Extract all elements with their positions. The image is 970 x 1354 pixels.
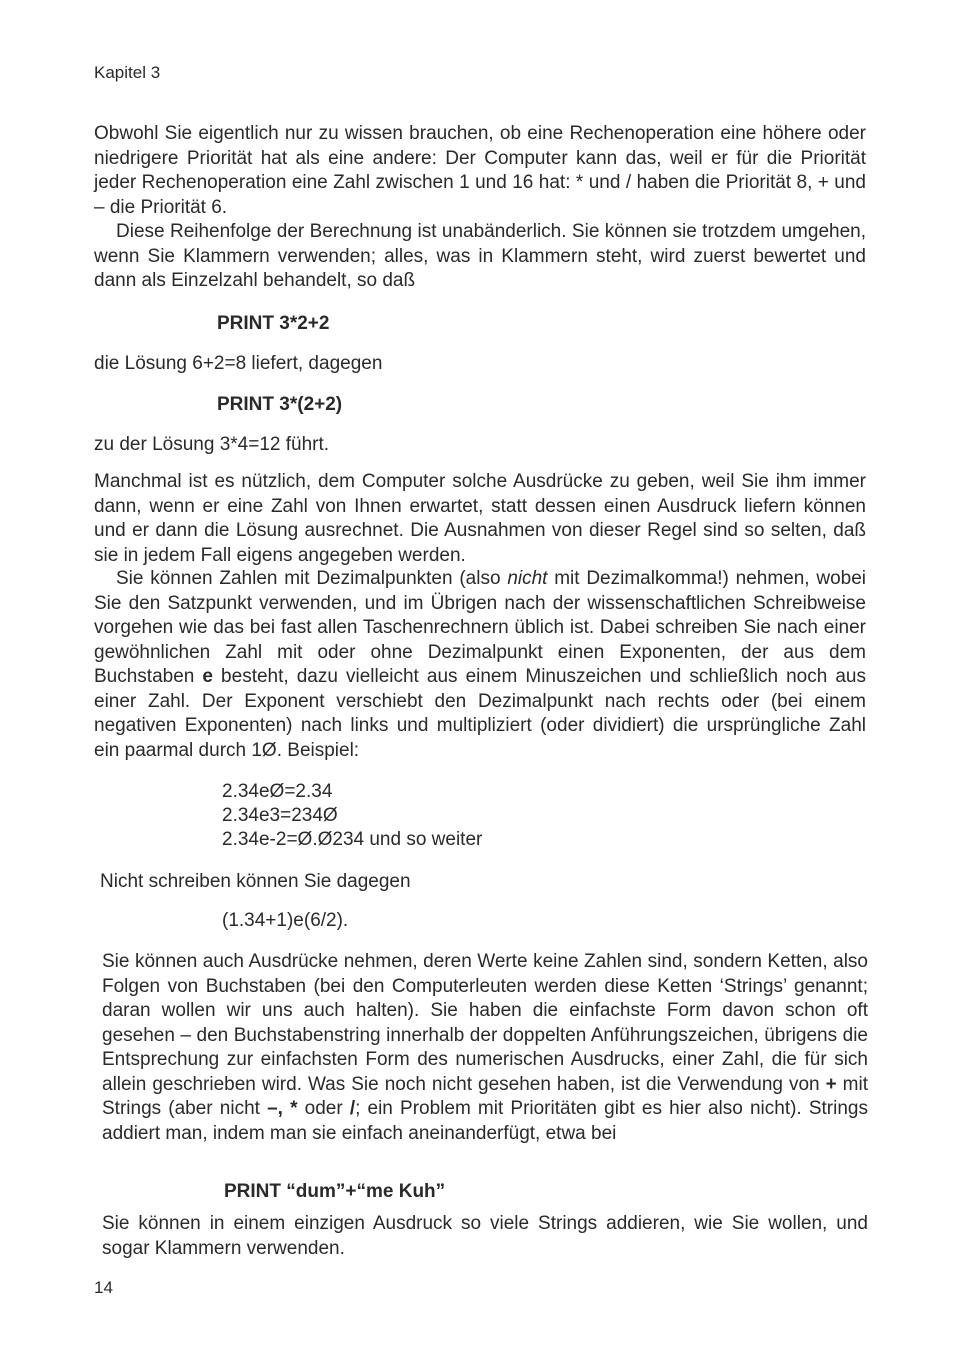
emphasis-nicht: nicht xyxy=(507,568,548,589)
example-line-3: 2.34e-2=Ø.Ø234 und so weiter xyxy=(222,829,483,850)
text-segment: Sie können Zahlen mit Dezimalpunkten (also xyxy=(116,568,508,589)
paragraph-expressions: Manchmal ist es nützlich, dem Computer solche Ausdrücke zu geben, weil Sie ihm immer dann, wenn er eine Zahl von Ihnen erwartet, statt dessen einen Ausdruck liefern können und er dann die Lösung ausrechnet. Die Ausnahmen von dieser Regel sind so selten, daß sie in jedem Fall eigens angegeben werden. xyxy=(94,471,866,566)
plus-operator: + xyxy=(825,1073,837,1095)
example-line-2: 2.34e3=234Ø xyxy=(222,805,338,826)
paragraph-string-add: Sie können in einem einzigen Ausdruck so viele Strings addieren, wie Sie wollen, und sogar Klammern verwenden. xyxy=(102,1213,868,1259)
code-example-3: PRINT “dum”+“me Kuh” xyxy=(224,1181,446,1202)
slash-operator: / xyxy=(349,1098,356,1119)
page-number: 14 xyxy=(94,1278,113,1297)
text-segment: oder xyxy=(304,1098,350,1119)
paragraph-not-allowed: Nicht schreiben können Sie dagegen xyxy=(100,871,411,892)
operators: –, * xyxy=(267,1098,305,1119)
example-line-1: 2.34eØ=2.34 xyxy=(222,781,333,802)
paragraph-result-2: zu der Lösung 3*4=12 führt. xyxy=(94,434,330,455)
code-example-1: PRINT 3*2+2 xyxy=(217,313,330,334)
text-segment: ; ein Problem mit Prioritäten gibt es hier also nicht). Strings addiert man, indem man sie einfach aneinanderfügt, etwa bei xyxy=(102,1098,868,1144)
text-segment: besteht, dazu vielleicht aus einem Minuszeichen und schließlich noch aus einer Zahl. Der Exponent verschiebt den Dezimalpunkt nach rechts oder (bei einem negativen Exponenten) nach links und multipliziert (oder dividiert) die ursprüngliche Zahl ein paarmal durch 1Ø. Beispiel: xyxy=(94,666,866,761)
paragraph-decimal xyxy=(94,567,866,763)
text-segment: Sie können auch Ausdrücke nehmen, deren Werte keine Zahlen sind, sondern Ketten, also Folgen von Buchstaben (bei den Computerleuten werden diese Ketten ‘Strings’ genannt; daran wollen wir uns auch halten). Sie haben die einfachste Form davon schon oft gesehen – den Buchstabenstring innerhalb der doppelten Anführungszeichen, übrigens die Entsprechung zur einfachsten Form des numerischen Ausdrucks, einer Zahl, die für sich allein geschrieben wird. Was Sie noch nicht gesehen haben, ist die Verwendung von xyxy=(102,951,868,1095)
paragraph-priority: Obwohl Sie eigentlich nur zu wissen brauchen, ob eine Rechenoperation eine höhere oder niedrigere Priorität hat als eine andere: Der Computer kann das, weil er für die Priorität jeder Rechenoperation eine Zahl zwischen 1 und 16 hat: * und / haben die Priorität 8, + und – die Priorität 6. xyxy=(94,123,866,218)
paragraph-strings xyxy=(102,950,868,1146)
example-line-4: (1.34+1)e(6/2). xyxy=(222,910,349,931)
text-segment: mit Dezimalkomma!) nehmen, wobei Sie den Satzpunkt verwenden, und im Übrigen nach der wissenschaftlichen Schreibweise vorgehen wie das bei fast allen Taschenrechnern üblich ist. Dabei schreiben Sie nach einer gewöhnlichen Zahl mit oder ohne Dezimalpunkt einen Exponenten, der aus dem Buchstaben xyxy=(94,568,866,687)
paragraph-result-1: die Lösung 6+2=8 liefert, dagegen xyxy=(94,353,383,374)
paragraph-order: Diese Reihenfolge der Berechnung ist unabänderlich. Sie können sie trotzdem umgehen, wenn Sie Klammern verwenden; alles, was in Klammern steht, wird zuerst bewertet und dann als Einzelzahl behandelt, so daß xyxy=(94,221,866,291)
letter-e: e xyxy=(202,666,213,687)
code-example-2: PRINT 3*(2+2) xyxy=(217,394,343,415)
text-segment: mit Strings (aber nicht xyxy=(102,1073,869,1119)
book-page xyxy=(94,0,869,1354)
chapter-header: Kapitel 3 xyxy=(94,63,161,82)
